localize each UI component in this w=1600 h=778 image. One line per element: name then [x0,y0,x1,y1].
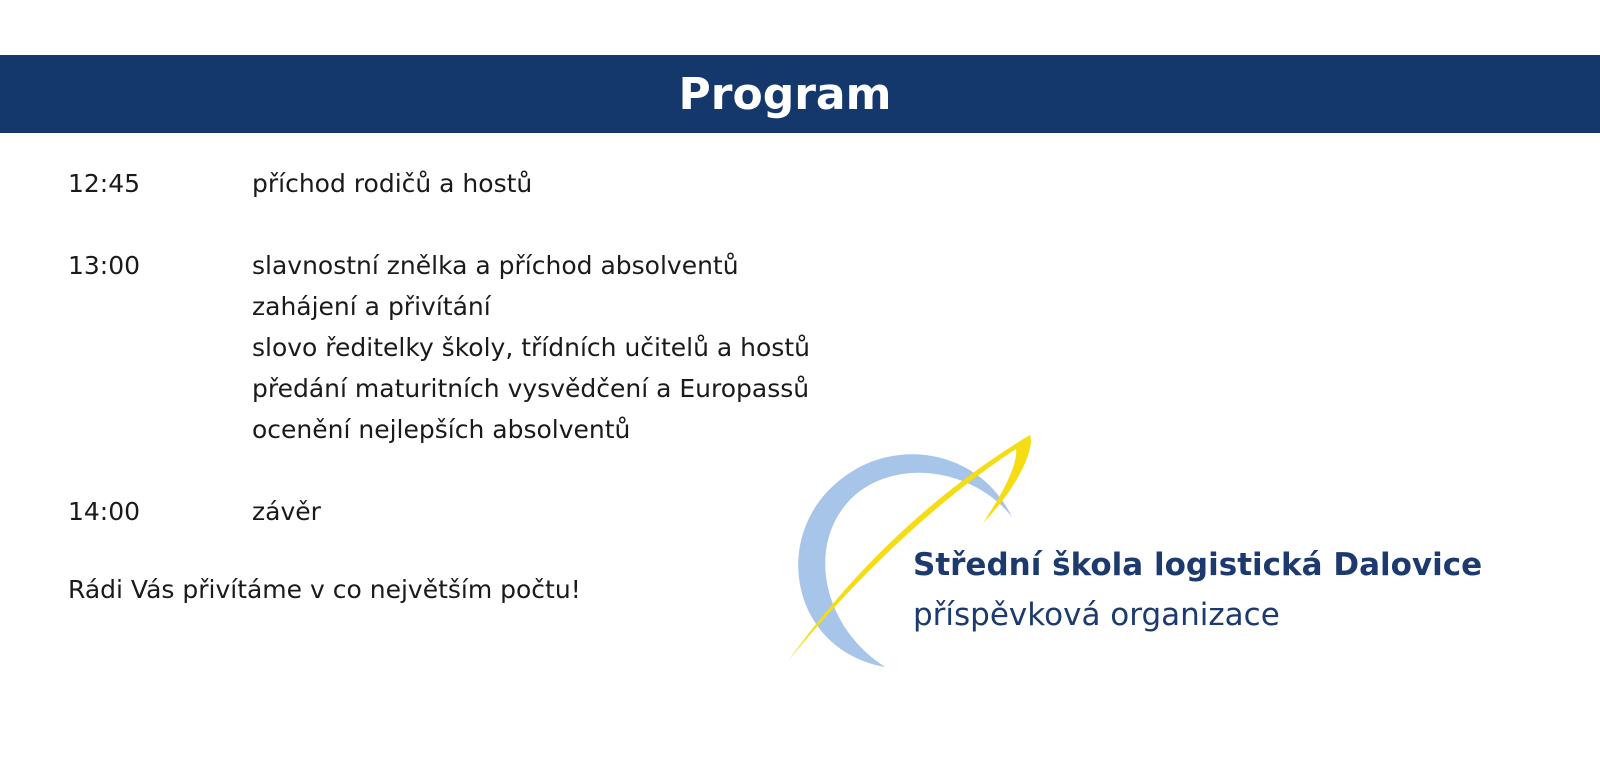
schedule-item: ocenění nejlepších absolventů [252,415,631,444]
schedule-time: 12:45 [68,169,141,198]
school-name: Střední škola logistická Dalovice [913,547,1483,583]
closing-message: Rádi Vás přivítáme v co největším počtu! [68,575,581,604]
schedule-entry [68,245,968,450]
schedule-time: 13:00 [68,251,141,280]
school-subtitle: příspěvková organizace [913,597,1280,633]
page-title: Program [678,68,892,120]
schedule-entry [68,163,968,204]
schedule-items [252,163,532,204]
schedule-item: slavnostní znělka a příchod absolventů [252,251,739,280]
schedule-items [252,245,810,450]
header-bar [0,55,1600,133]
schedule-item: předání maturitních vysvědčení a Europassů [252,374,810,403]
school-logo [780,425,1560,675]
schedule-item: příchod rodičů a hostů [252,169,533,198]
schedule-item: slovo ředitelky školy, třídních učitelů a hostů [252,333,810,362]
schedule-item: zahájení a přivítání [252,292,491,321]
schedule-time: 14:00 [68,497,141,526]
schedule-item: závěr [252,497,321,526]
schedule-items [252,491,321,532]
